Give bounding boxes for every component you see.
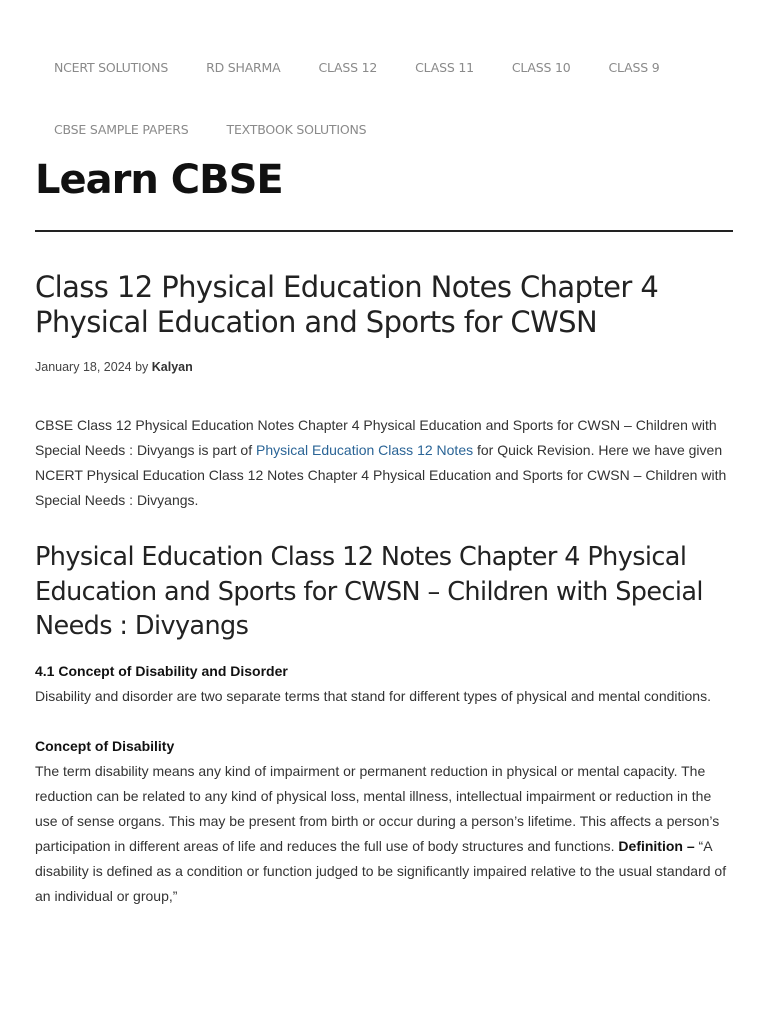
definition-label: Definition – — [618, 837, 695, 854]
author-link[interactable]: Kalyan — [151, 360, 193, 374]
entry-meta — [35, 359, 733, 375]
definition-text: “A disability is defined as a condition or function judged to be significantly impaired relative to the usual standard of an individual or group,” — [35, 837, 727, 904]
concept-of-disability-body: The term disability means any kind of impairment or permanent reduction in physical or mental capacity. The reduction can be related to any kind of physical loss, mental illness, intellectual impairment or reduction in the use of sense organs. This may be present from birth or occur during a person’s lifetime. This affects a person’s participation in different areas of life and reduces the full use of body structures and functions. — [35, 762, 720, 854]
physical-education-notes-link[interactable]: Physical Education Class 12 Notes — [256, 442, 474, 458]
post-date: January 18, 2024 — [35, 360, 132, 374]
intro-text-after: for Quick Revision. Here we have given NCERT Physical Education Class 12 Notes Chapter 4 Physical Education and Sports for CWSN – Children with Special Needs : Divyangs. — [35, 442, 727, 508]
article — [35, 270, 733, 909]
intro-text-before: CBSE Class 12 Physical Education Notes Chapter 4 Physical Education and Sports for CWSN – Children with Special Needs : Divyangs is part of — [35, 417, 717, 458]
nav-link-class-12[interactable]: CLASS 12 — [318, 60, 378, 75]
nav-link-cbse-sample-papers[interactable]: CBSE SAMPLE PAPERS — [54, 122, 189, 137]
nav-link-class-10[interactable]: CLASS 10 — [511, 60, 571, 75]
article-title: Class 12 Physical Education Notes Chapter 4 Physical Education and Sports for CWSN — [35, 270, 659, 339]
header-divider — [35, 230, 733, 232]
nav-link-rd-sharma[interactable]: RD SHARMA — [206, 60, 281, 75]
intro-paragraph — [35, 413, 733, 513]
concept-disability-disorder-text: Disability and disorder are two separate terms that stand for different types of physical and mental conditions. — [35, 687, 711, 704]
concept-disability-disorder-heading: 4.1 Concept of Disability and Disorder — [35, 662, 288, 679]
nav-link-textbook-solutions[interactable]: TEXTBOOK SOLUTIONS — [226, 122, 367, 137]
nav-link-ncert-solutions[interactable]: NCERT SOLUTIONS — [54, 60, 169, 75]
nav-link-class-9[interactable]: CLASS 9 — [608, 60, 660, 75]
nav-row-1 — [35, 59, 678, 77]
concept-of-disability-text — [35, 759, 733, 909]
concept-of-disability-heading: Concept of Disability — [35, 737, 175, 754]
nav-link-class-11[interactable]: CLASS 11 — [415, 60, 474, 75]
site-title[interactable]: Learn CBSE — [35, 157, 283, 203]
nav-row-2 — [35, 121, 385, 139]
section-title: Physical Education Class 12 Notes Chapter 4 Physical Education and Sports for CWSN – Children with Special Needs : Divyangs — [35, 542, 703, 641]
paragraph-gap — [35, 709, 733, 734]
by-label: by — [135, 360, 149, 374]
